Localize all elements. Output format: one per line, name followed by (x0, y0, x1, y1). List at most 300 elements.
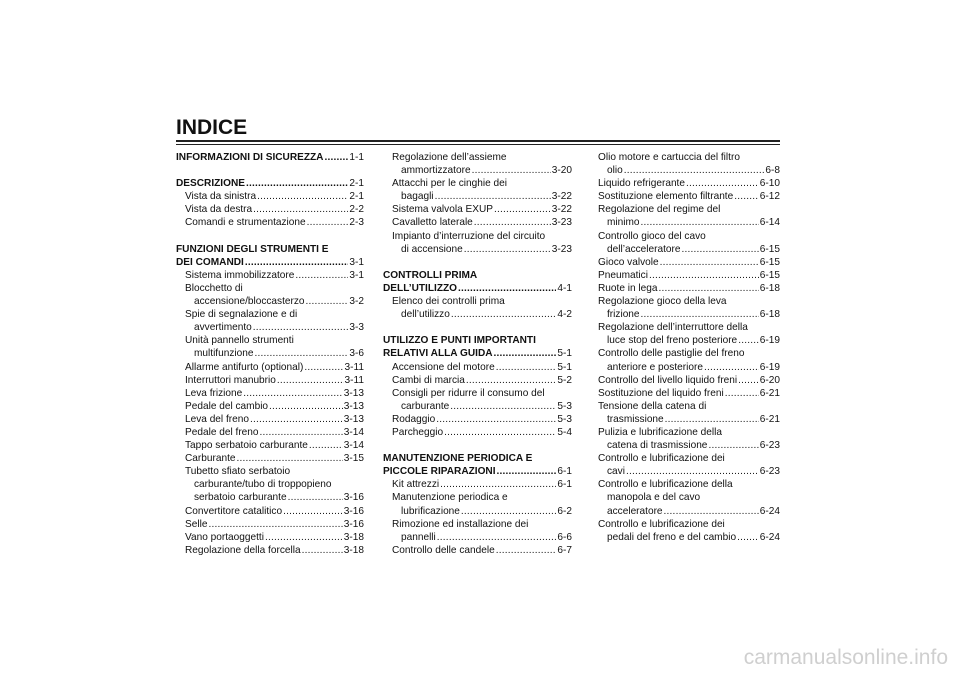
toc-page-number: 6-18 (759, 309, 780, 321)
toc-page-number: 5-4 (557, 426, 572, 438)
toc-entry (383, 374, 572, 387)
toc-page-number: 3-18 (343, 531, 364, 543)
toc-entry (383, 308, 572, 321)
toc-page-number: 2-1 (349, 178, 364, 190)
toc-dot-leader (660, 256, 759, 269)
toc-page-number: 6-2 (557, 505, 572, 517)
toc-entry (598, 491, 780, 504)
toc-entry-label: Regolazione della forcella (185, 544, 301, 556)
toc-section-heading (176, 151, 364, 164)
toc-entry (598, 216, 780, 229)
toc-entry-label: Carburante (185, 453, 236, 465)
toc-entry-label: carburante/tubo di troppopieno (194, 479, 332, 491)
toc-entry-label: Controllo gioco del cavo (598, 230, 706, 242)
toc-dot-leader (253, 321, 349, 334)
toc-entry-label: CONTROLLI PRIMA (383, 269, 478, 281)
toc-entry-label: accensione/bloccasterzo (194, 296, 305, 308)
toc-dot-leader (725, 387, 759, 400)
toc-entry-label: PICCOLE RIPARAZIONI (383, 466, 496, 478)
toc-dot-leader (253, 203, 348, 216)
toc-entry-label: Controllo e lubrificazione dei (598, 518, 725, 530)
toc-dot-leader (304, 361, 343, 374)
toc-entry-label: Tensione della catena di (598, 400, 707, 412)
toc-entry-label: Attacchi per le cinghie dei (392, 178, 508, 190)
toc-entry-label: pedali del freno e del cambio (607, 531, 737, 543)
toc-entry-label: Pulizia e lubrificazione della (598, 426, 722, 438)
toc-entry-label: luce stop del freno posteriore (607, 335, 738, 347)
toc-dot-leader (250, 413, 343, 426)
toc-entry-label: Sistema immobilizzatore (185, 269, 295, 281)
toc-entry-label: Ruote in lega (598, 282, 658, 294)
toc-entry-label: dell’acceleratore (607, 243, 681, 255)
toc-dot-leader (254, 347, 348, 360)
toc-entry-label: Cambi di marcia (392, 374, 465, 386)
toc-entry (598, 387, 780, 400)
toc-entry (383, 216, 572, 229)
toc-spacer (383, 321, 572, 334)
toc-page-number: 5-3 (557, 413, 572, 425)
toc-entry (383, 478, 572, 491)
toc-entry-label: DESCRIZIONE (176, 178, 245, 190)
toc-page-number: 5-1 (557, 348, 572, 360)
toc-entry (176, 269, 364, 282)
toc-entry (176, 505, 364, 518)
toc-entry (598, 426, 780, 439)
toc-dot-leader (734, 190, 759, 203)
toc-page-number: 6-21 (759, 413, 780, 425)
toc-page-number: 6-14 (759, 217, 780, 229)
toc-entry-label: manopola e del cavo (607, 492, 701, 504)
toc-entry-label: carburante (401, 400, 450, 412)
toc-dot-leader (496, 544, 557, 557)
toc-entry-label: Gioco valvole (598, 256, 659, 268)
toc-page-number: 6-6 (557, 531, 572, 543)
toc-column-2 (383, 151, 572, 557)
toc-entry (176, 400, 364, 413)
toc-entry (383, 177, 572, 190)
toc-entry (383, 151, 572, 164)
watermark: carmanualsonline.info (743, 646, 948, 669)
toc-entry (598, 308, 780, 321)
toc-entry-label: MANUTENZIONE PERIODICA E (383, 453, 533, 465)
toc-entry (176, 203, 364, 216)
toc-page-number: 3-1 (349, 269, 364, 281)
toc-entry-label: dell’utilizzo (401, 309, 450, 321)
toc-entry (176, 518, 364, 531)
toc-dot-leader (497, 465, 557, 478)
toc-entry (598, 203, 780, 216)
toc-page-number: 6-8 (765, 165, 780, 177)
toc-entry (598, 334, 780, 347)
toc-entry-label: INFORMAZIONI DI SICUREZZA (176, 152, 324, 163)
toc-entry (176, 387, 364, 400)
toc-entry (383, 243, 572, 256)
toc-entry (383, 544, 572, 557)
toc-page-number: 6-18 (759, 282, 780, 294)
toc-entry-label: UTILIZZO E PUNTI IMPORTANTI (383, 335, 536, 347)
toc-page-number: 3-11 (344, 374, 364, 386)
toc-dot-leader (237, 452, 343, 465)
toc-page-number: 6-24 (759, 505, 780, 517)
toc-page-number: 2-2 (349, 204, 364, 216)
toc-entry (598, 400, 780, 413)
toc-entry-label: Regolazione gioco della leva (598, 296, 727, 308)
toc-entry-label: Sostituzione elemento filtrante (598, 191, 734, 203)
toc-spacer (176, 164, 364, 177)
toc-entry (176, 478, 364, 491)
toc-entry (176, 426, 364, 439)
toc-dot-leader (496, 361, 557, 374)
toc-entry-label: Liquido refrigerante (598, 178, 685, 190)
toc-dot-leader (260, 426, 343, 439)
toc-page-number: 6-15 (759, 243, 780, 255)
toc-dot-leader (306, 295, 349, 308)
toc-dot-leader (245, 256, 349, 269)
toc-entry-label: olio (607, 165, 623, 177)
toc-entry (598, 282, 780, 295)
toc-entry (176, 374, 364, 387)
toc-entry (176, 452, 364, 465)
toc-entry (383, 387, 572, 400)
toc-page-number: 6-23 (759, 440, 780, 452)
toc-page-number: 3-1 (349, 256, 364, 268)
toc-entry-label: Accensione del motore (392, 361, 495, 373)
toc-page-number: 6-24 (759, 531, 780, 543)
toc-entry-label: Regolazione dell’assieme (392, 152, 507, 163)
toc-entry-label: Controllo delle candele (392, 544, 495, 556)
toc-entry-label: Leva frizione (185, 387, 243, 399)
toc-entry (598, 374, 780, 387)
toc-entry-label: Consigli per ridurre il consumo del (392, 387, 545, 399)
toc-page-number: 6-12 (759, 191, 780, 203)
toc-entry (176, 544, 364, 557)
toc-entry-label: Selle (185, 518, 208, 530)
toc-entry-label: Controllo del livello liquido freni (598, 374, 738, 386)
toc-entry-label: Parcheggio (392, 426, 444, 438)
toc-entry-label: bagagli (401, 191, 434, 203)
toc-column-3 (598, 151, 780, 544)
toc-page-number: 6-21 (759, 387, 780, 399)
toc-entry-label: Controllo delle pastiglie del freno (598, 348, 745, 360)
toc-page-number: 3-23 (551, 217, 572, 229)
toc-page-number: 5-3 (557, 400, 572, 412)
toc-page-number: 6-15 (759, 256, 780, 268)
toc-page-number: 6-20 (759, 374, 780, 386)
toc-dot-leader (494, 347, 557, 360)
toc-entry (383, 190, 572, 203)
toc-entry-label: Allarme antifurto (optional) (185, 361, 304, 373)
toc-entry-label: Vista da sinistra (185, 191, 257, 203)
toc-entry (598, 478, 780, 491)
toc-page-number: 3-2 (349, 296, 364, 308)
toc-page-number: 3-13 (343, 387, 364, 399)
toc-entry (383, 491, 572, 504)
toc-section-heading (383, 282, 572, 295)
toc-spacer (383, 439, 572, 452)
toc-dot-leader (461, 505, 556, 518)
toc-entry (598, 518, 780, 531)
toc-dot-leader (450, 400, 556, 413)
toc-dot-leader (257, 190, 348, 203)
toc-page-number: 3-16 (343, 505, 364, 517)
toc-entry-label: serbatoio carburante (194, 492, 287, 504)
toc-entry-label: catena di trasmissione (607, 440, 708, 452)
toc-entry (176, 334, 364, 347)
toc-dot-leader (641, 308, 759, 321)
toc-entry-label: frizione (607, 309, 640, 321)
toc-entry (598, 347, 780, 360)
toc-page-number: 3-15 (343, 453, 364, 465)
toc-page-number: 1-1 (349, 152, 364, 163)
toc-section-heading (176, 243, 364, 256)
toc-page-number: 3-13 (343, 400, 364, 412)
toc-entry (176, 531, 364, 544)
toc-entry-label: Pedale del freno (185, 426, 259, 438)
toc-entry-label: Blocchetto di (185, 282, 243, 294)
toc-section-heading (383, 269, 572, 282)
toc-entry-label: Vano portaoggetti (185, 531, 264, 543)
toc-entry-label: ammortizzatore (401, 165, 471, 177)
toc-entry (598, 151, 780, 164)
toc-dot-leader (437, 531, 557, 544)
toc-page-number: 3-3 (349, 322, 364, 334)
toc-entry (176, 321, 364, 334)
toc-entry (598, 361, 780, 374)
toc-page-number: 3-14 (343, 426, 364, 438)
toc-entry (383, 531, 572, 544)
toc-entry (598, 230, 780, 243)
toc-entry (176, 282, 364, 295)
toc-entry (176, 295, 364, 308)
toc-page-number: 6-15 (759, 269, 780, 281)
toc-page-number: 3-20 (551, 165, 572, 177)
toc-entry (176, 465, 364, 478)
toc-page-number: 3-6 (349, 348, 364, 360)
toc-dot-leader (658, 282, 758, 295)
toc-entry-label: Tubetto sfiato serbatoio (185, 466, 291, 478)
toc-dot-leader (324, 151, 348, 164)
toc-page-number: 6-19 (759, 361, 780, 373)
toc-dot-leader (302, 544, 343, 557)
toc-entry-label: Kit attrezzi (392, 479, 440, 491)
toc-entry (176, 190, 364, 203)
toc-column-1 (176, 151, 364, 557)
toc-entry (383, 400, 572, 413)
toc-entry (383, 505, 572, 518)
toc-entry-label: Pedale del cambio (185, 400, 269, 412)
toc-spacer (383, 256, 572, 269)
toc-entry (383, 203, 572, 216)
toc-entry-label: Leva del freno (185, 413, 249, 425)
page-title: INDICE (176, 116, 248, 139)
toc-entry-label: avvertimento (194, 322, 252, 334)
toc-page-number: 4-1 (557, 282, 572, 294)
toc-entry-label: Convertitore catalitico (185, 505, 283, 517)
toc-page-number: 6-1 (557, 466, 572, 478)
toc-entry (598, 505, 780, 518)
toc-entry-label: Impianto d’interruzione del circuito (392, 230, 546, 242)
toc-dot-leader (641, 216, 759, 229)
toc-dot-leader (208, 518, 342, 531)
toc-entry (598, 295, 780, 308)
toc-entry-label: Pneumatici (598, 269, 648, 281)
toc-section-heading (383, 452, 572, 465)
toc-dot-leader (283, 505, 343, 518)
title-rule-thick (176, 140, 780, 142)
toc-entry (598, 256, 780, 269)
toc-dot-leader (704, 361, 759, 374)
toc-entry-label: trasmissione (607, 413, 664, 425)
toc-dot-leader (682, 243, 759, 256)
toc-dot-leader (464, 243, 551, 256)
toc-entry (176, 491, 364, 504)
toc-entry-label: Interruttori manubrio (185, 374, 276, 386)
toc-entry (598, 177, 780, 190)
toc-dot-leader (436, 413, 556, 426)
toc-entry-label: Elenco dei controlli prima (392, 296, 505, 308)
toc-entry (176, 413, 364, 426)
toc-entry (176, 347, 364, 360)
toc-dot-leader (664, 505, 759, 518)
toc-entry-label: Controllo e lubrificazione dei (598, 453, 725, 465)
toc-dot-leader (649, 269, 759, 282)
toc-dot-leader (458, 282, 556, 295)
toc-dot-leader (309, 439, 343, 452)
toc-entry-label: Manutenzione periodica e (392, 492, 508, 504)
toc-dot-leader (451, 308, 557, 321)
toc-entry-label: cavi (607, 466, 625, 478)
title-rule-thin (176, 144, 780, 145)
toc-entry (598, 164, 780, 177)
toc-entry (598, 321, 780, 334)
toc-entry-label: Cavalletto laterale (392, 217, 473, 229)
toc-entry (598, 465, 780, 478)
toc-entry-label: Regolazione dell’interruttore della (598, 322, 748, 334)
toc-entry-label: Sistema valvola EXUP (392, 204, 493, 216)
toc-dot-leader (295, 269, 348, 282)
toc-entry (598, 531, 780, 544)
toc-entry-label: Spie di segnalazione e di (185, 309, 298, 321)
toc-entry (383, 230, 572, 243)
toc-entry-label: acceleratore (607, 505, 663, 517)
toc-section-heading (383, 347, 572, 360)
toc-entry (598, 243, 780, 256)
toc-dot-leader (624, 164, 765, 177)
toc-entry (598, 190, 780, 203)
toc-dot-leader (737, 531, 759, 544)
toc-entry (598, 439, 780, 452)
toc-entry-label: Controllo e lubrificazione della (598, 479, 733, 491)
toc-dot-leader (288, 491, 343, 504)
toc-spacer (176, 230, 364, 243)
toc-entry-label: multifunzione (194, 348, 254, 360)
toc-section-heading (176, 256, 364, 269)
toc-dot-leader (277, 374, 344, 387)
toc-page-number: 3-14 (343, 440, 364, 452)
toc-page-number: 3-23 (551, 243, 572, 255)
toc-entry-label: Vista da destra (185, 204, 253, 216)
toc-dot-leader (472, 164, 551, 177)
toc-page-number: 4-2 (557, 309, 572, 321)
toc-entry (176, 308, 364, 321)
toc-entry (176, 439, 364, 452)
toc-entry (383, 361, 572, 374)
toc-entry-label: Comandi e strumentazione (185, 217, 306, 229)
toc-page-number: 6-23 (759, 466, 780, 478)
toc-dot-leader (246, 177, 348, 190)
toc-entry (383, 164, 572, 177)
toc-page-number: 6-1 (557, 479, 572, 491)
toc-dot-leader (307, 216, 349, 229)
toc-dot-leader (474, 216, 551, 229)
toc-page-number: 3-11 (344, 361, 364, 373)
toc-page-number: 3-22 (551, 204, 572, 216)
toc-page-number: 5-2 (557, 374, 572, 386)
toc-entry-label: Rodaggio (392, 413, 436, 425)
toc-page-number: 6-7 (557, 544, 572, 556)
toc-entry (598, 269, 780, 282)
toc-entry-label: Unità pannello strumenti (185, 335, 294, 347)
toc-dot-leader (265, 531, 343, 544)
toc-entry-label: DEI COMANDI (176, 256, 244, 268)
toc-entry-label: di accensione (401, 243, 463, 255)
toc-dot-leader (626, 465, 759, 478)
toc-section-heading (383, 465, 572, 478)
toc-dot-leader (708, 439, 758, 452)
toc-dot-leader (494, 203, 551, 216)
toc-entry (598, 452, 780, 465)
toc-dot-leader (269, 400, 343, 413)
toc-entry (383, 426, 572, 439)
toc-page-number: 3-13 (343, 413, 364, 425)
toc-dot-leader (665, 413, 759, 426)
toc-dot-leader (444, 426, 556, 439)
toc-entry-label: Rimozione ed installazione dei (392, 518, 529, 530)
toc-entry-label: anteriore e posteriore (607, 361, 703, 373)
toc-entry (383, 413, 572, 426)
toc-dot-leader (440, 478, 556, 491)
toc-entry-label: FUNZIONI DEGLI STRUMENTI E (176, 243, 329, 255)
toc-dot-leader (686, 177, 759, 190)
toc-dot-leader (466, 374, 556, 387)
toc-page-number: 6-10 (759, 178, 780, 190)
toc-section-heading (176, 177, 364, 190)
toc-page-number: 6-19 (759, 335, 780, 347)
toc-entry (383, 295, 572, 308)
toc-entry (176, 361, 364, 374)
toc-entry-label: Tappo serbatoio carburante (185, 440, 308, 452)
toc-entry-label: Olio motore e cartuccia del filtro (598, 152, 740, 163)
toc-entry-label: DELL’UTILIZZO (383, 282, 458, 294)
toc-dot-leader (738, 374, 759, 387)
toc-entry (598, 413, 780, 426)
toc-entry-label: Sostituzione del liquido freni (598, 387, 724, 399)
toc-page-number: 3-22 (551, 191, 572, 203)
toc-page-number: 3-16 (343, 492, 364, 504)
toc-section-heading (383, 334, 572, 347)
toc-entry-label: lubrificazione (401, 505, 460, 517)
toc-entry-label: pannelli (401, 531, 436, 543)
toc-page-number: 5-1 (557, 361, 572, 373)
toc-page-number: 3-16 (343, 518, 364, 530)
toc-entry-label: minimo (607, 217, 640, 229)
toc-page-number: 3-18 (343, 544, 364, 556)
toc-entry (176, 216, 364, 229)
toc-entry-label: Regolazione del regime del (598, 204, 721, 216)
toc-dot-leader (243, 387, 343, 400)
toc-page-number: 2-1 (349, 191, 364, 203)
toc-dot-leader (435, 190, 551, 203)
